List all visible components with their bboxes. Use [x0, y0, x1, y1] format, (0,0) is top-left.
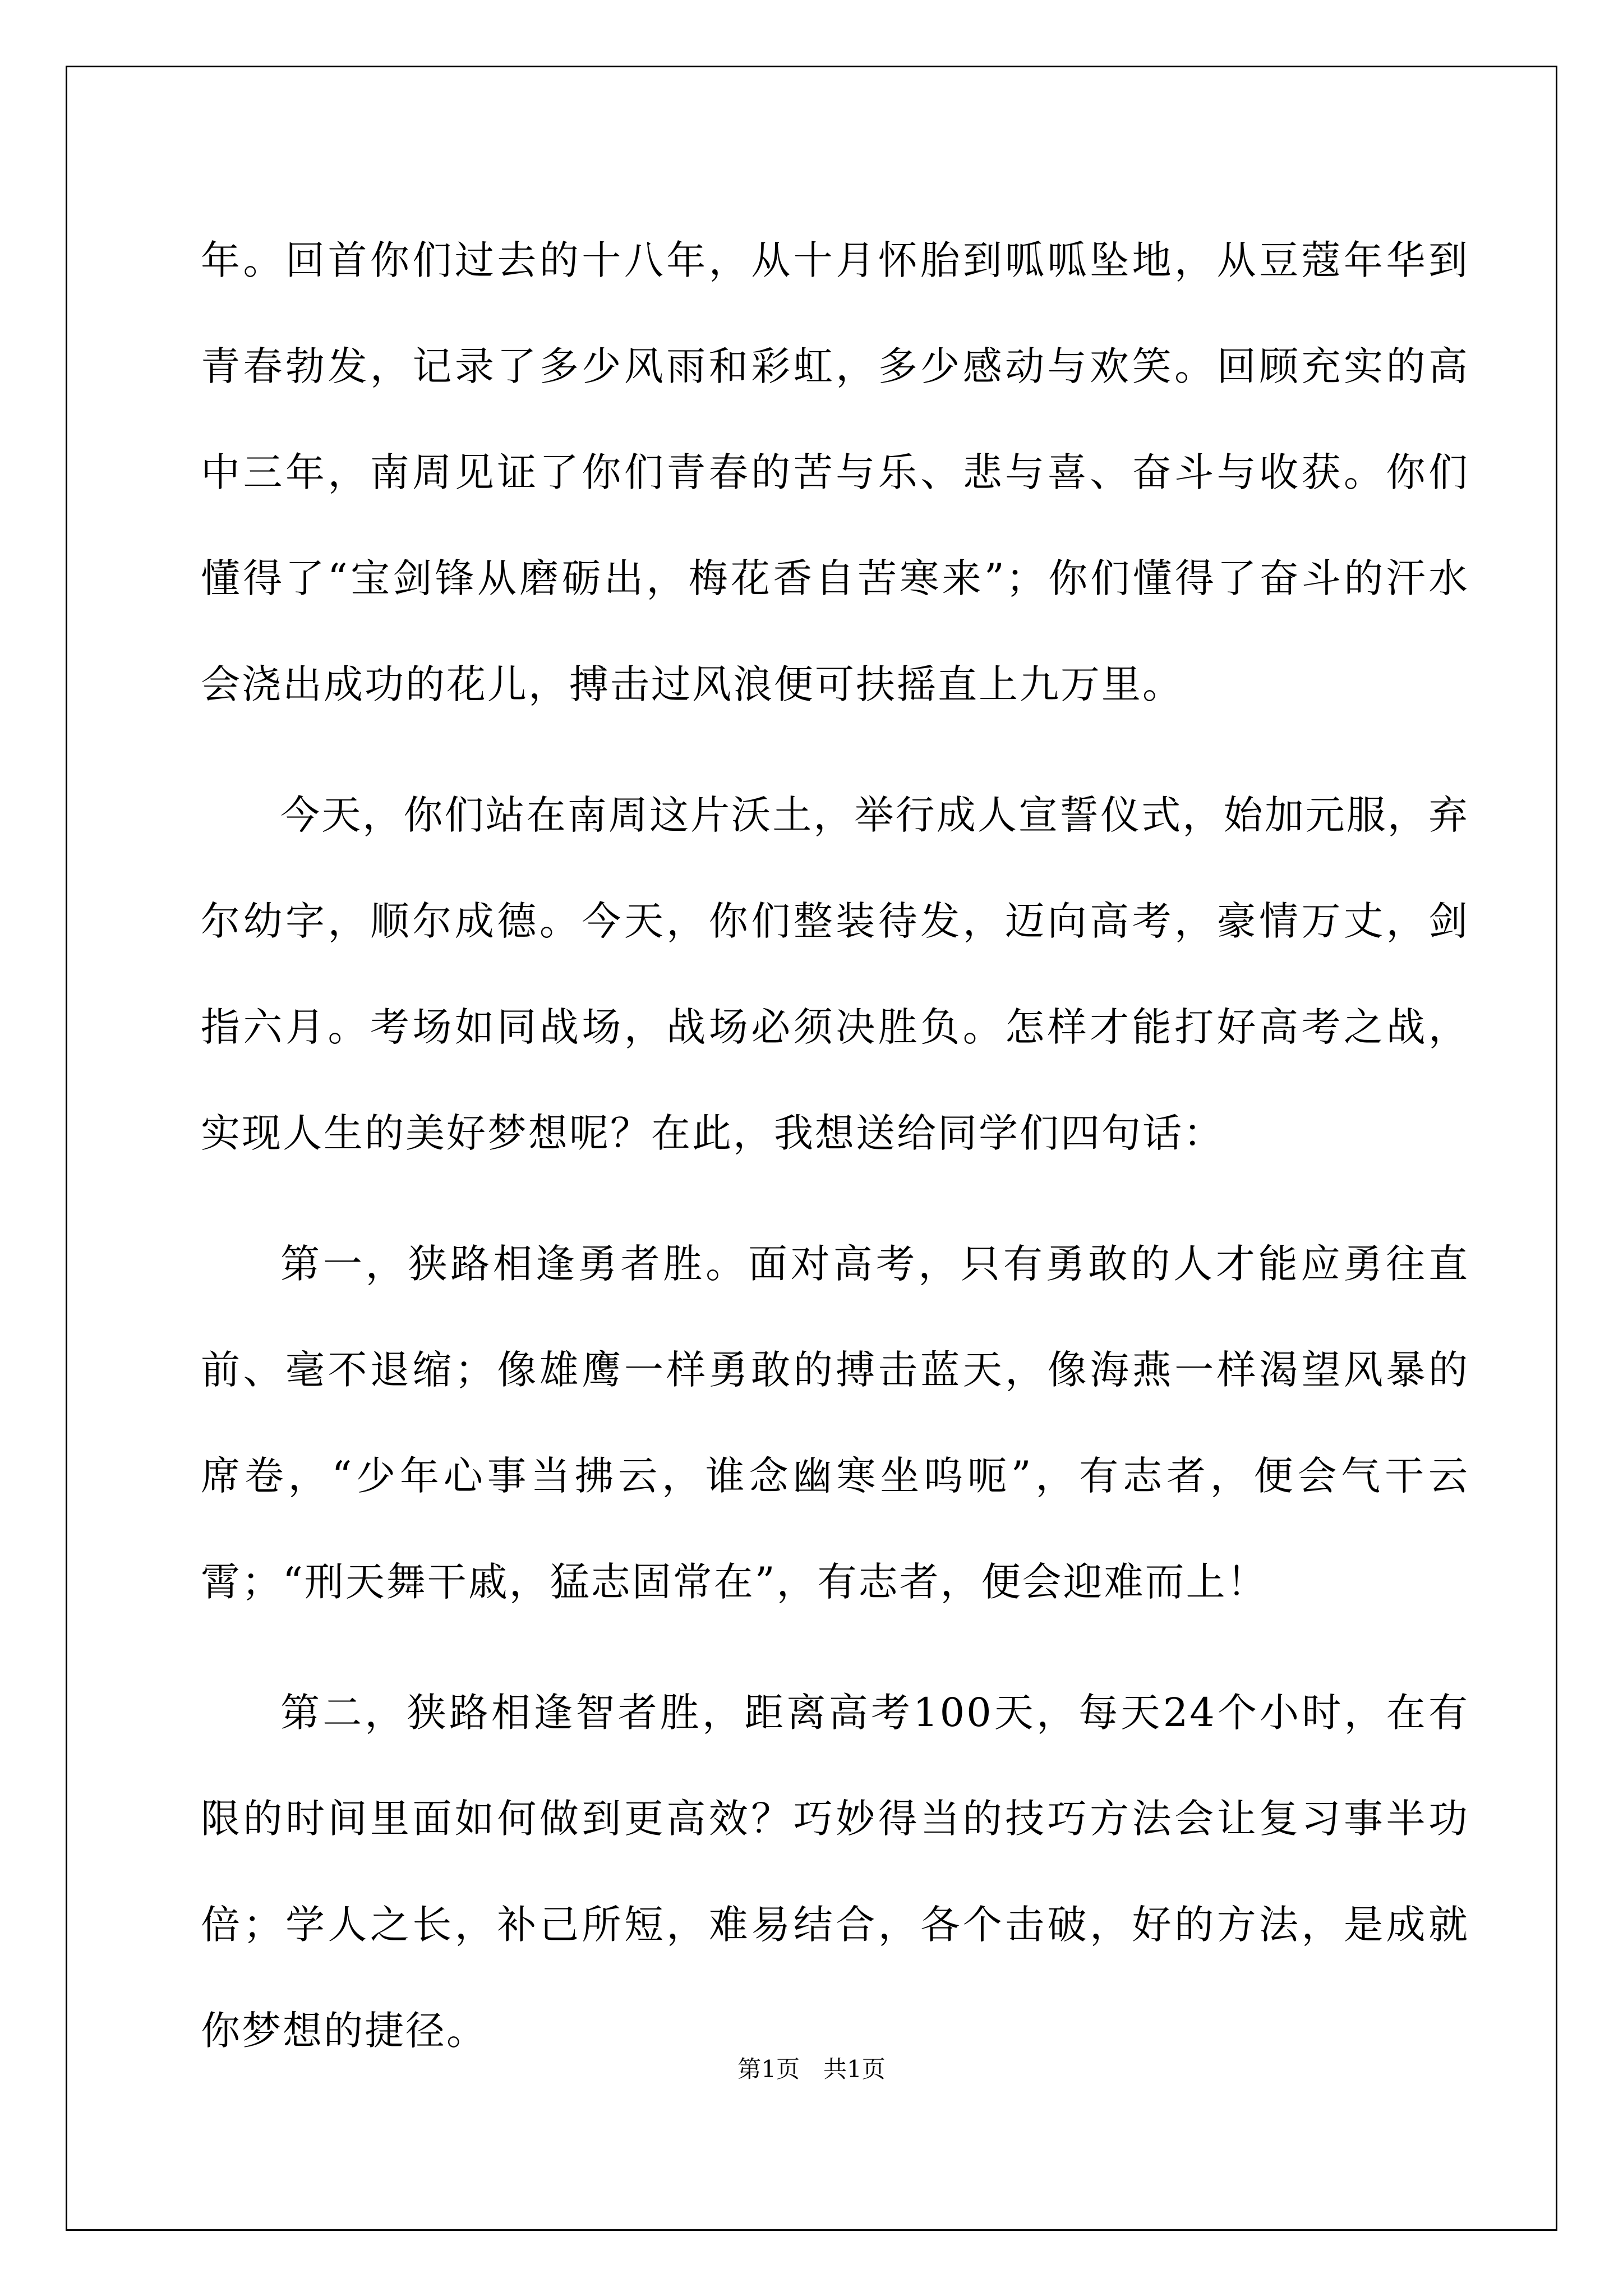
paragraph-2: 今天，你们站在南周这片沃土，举行成人宣誓仪式，始加元服，弃尔幼字，顺尔成德。今天，你们整装待发，迈向高考，豪情万丈，剑指六月。考场如同战场，战场必须决胜负。怎样才能打好高考之战，实现人生的美好梦想呢？在此，我想送给同学们四句话：: [201, 792, 1469, 1156]
paragraph-1: 年。回首你们过去的十八年，从十月怀胎到呱呱坠地，从豆蔻年华到青春勃发，记录了多少风雨和彩虹，多少感动与欢笑。回顾充实的高中三年，南周见证了你们青春的苦与乐、悲与喜、奋斗与收获。你们懂得了“宝剑锋从磨砺出，梅花香自苦寒来”；你们懂得了奋斗的汗水会浇出成功的花儿，搏击过风浪便可扶摇直上九万里。: [201, 237, 1469, 707]
document-body: [201, 208, 1469, 2109]
paragraph-4: 第二，狭路相逢智者胜，距离高考100天，每天24个小时，在有限的时间里面如何做到更高效？巧妙得当的技巧方法会让复习事半功倍；学人之长，补己所短，难易结合，各个击破，好的方法，是成就你梦想的捷径。: [201, 1690, 1469, 2054]
page-footer: 第1页 共1页: [737, 2055, 886, 2083]
paragraph-3: 第一，狭路相逢勇者胜。面对高考，只有勇敢的人才能应勇往直前、毫不退缩；像雄鹰一样勇敢的搏击蓝天，像海燕一样渴望风暴的席卷，“少年心事当拂云，谁念幽寒坐呜呃”，有志者，便会气干云霄；“刑天舞干戚，猛志固常在”，有志者，便会迎难而上！: [201, 1241, 1469, 1605]
